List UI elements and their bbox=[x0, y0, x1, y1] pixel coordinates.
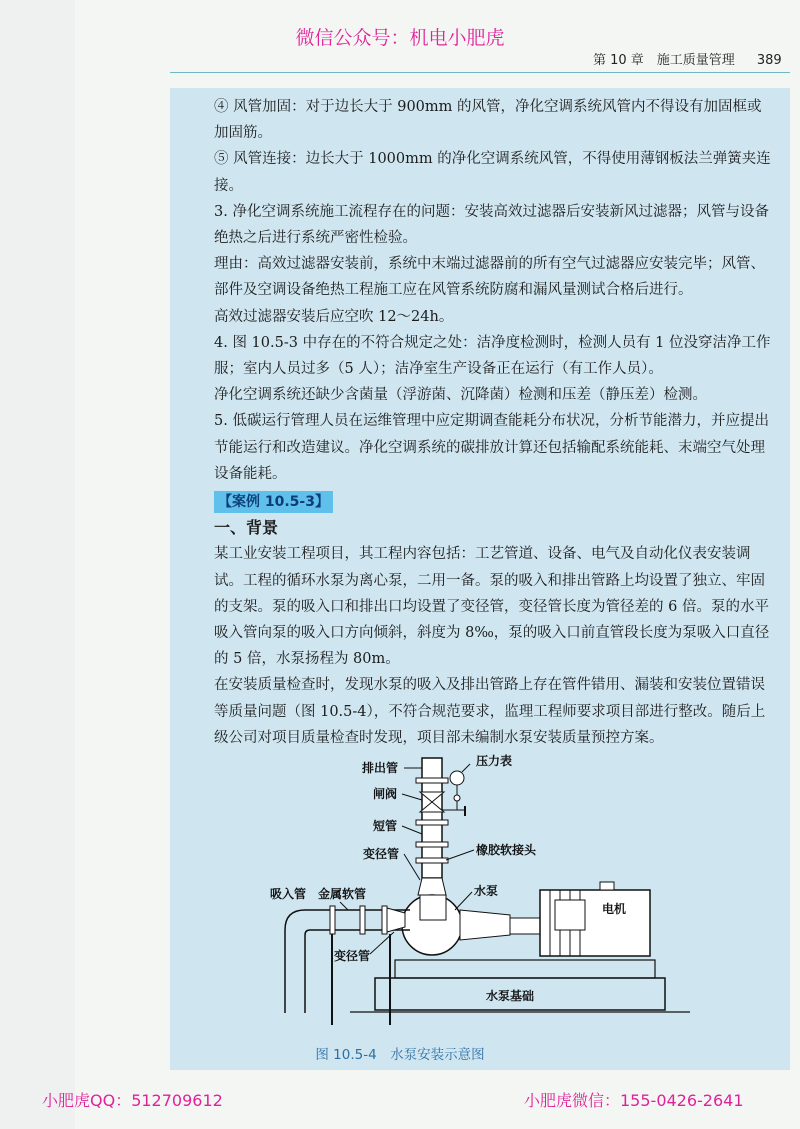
flange bbox=[416, 858, 448, 863]
page-number: 389 bbox=[756, 53, 782, 68]
label-suction-pipe: 吸入管 bbox=[270, 887, 307, 901]
watermark-top: 微信公众号：机电小肥虎 bbox=[295, 27, 505, 49]
coupling bbox=[510, 918, 540, 934]
label-metal-hose: 金属软管 bbox=[318, 887, 367, 901]
paragraph: ⑤ 风管连接：边长大于 1000mm 的净化空调系统风管，不得使用薄钢板法兰弹簧夹连接。 bbox=[214, 151, 771, 194]
paragraph: 高效过滤器安装后应空吹 12～24h。 bbox=[214, 308, 454, 325]
label-reducer-top: 变径管 bbox=[363, 847, 400, 861]
section-heading: 一、背景 bbox=[214, 518, 279, 538]
flange bbox=[382, 906, 387, 934]
footer-wechat: 小肥虎微信：155-0426-2641 bbox=[524, 1091, 744, 1110]
base-plate bbox=[395, 960, 655, 978]
pump-diagram bbox=[270, 750, 700, 1035]
flange bbox=[330, 906, 335, 934]
figure-caption: 图 10.5-4 水泵安装示意图 bbox=[315, 1047, 485, 1063]
paragraph: 5. 低碳运行管理人员在运维管理中应定期调查能耗分布状况，分析节能潜力，并应提出节能运行和改造建议。净化空调系统的碳排放计算还包括输配系统能耗、末端空气处理设备能耗。 bbox=[214, 413, 769, 482]
label-pressure-gauge: 压力表 bbox=[476, 754, 513, 768]
label-motor: 电机 bbox=[602, 902, 627, 916]
label-pump: 水泵 bbox=[474, 884, 499, 898]
flange bbox=[360, 906, 365, 934]
paragraph: ④ 风管加固：对于边长大于 900mm 的风管，净化空调系统风管内不得设有加固框或加固筋。 bbox=[214, 99, 762, 142]
suction-pipe-inner bbox=[305, 930, 410, 1013]
pump-bearing-housing bbox=[460, 910, 510, 940]
label-rubber-joint: 橡胶软接头 bbox=[476, 843, 537, 857]
paragraph: 理由：高效过滤器安装前，系统中末端过滤器前的所有空气过滤器应安装完毕；风管、部件及空调设备绝热工程施工应在风管系统防腐和漏风量测试合格后进行。 bbox=[214, 256, 765, 299]
paragraph: 4. 图 10.5-3 中存在的不符合规定之处：洁净度检测时，检测人员有 1 位没穿洁净工作服；室内人员过多（5 人）；洁净室生产设备正在运行（有工作人员）。 bbox=[214, 334, 771, 378]
page-binding-margin bbox=[0, 0, 75, 1129]
label-gate-valve: 闸阀 bbox=[373, 787, 398, 801]
paragraph: 净化空调系统还缺少含菌量（浮游菌、沉降菌）检测和压差（静压差）检测。 bbox=[214, 387, 707, 404]
label-reducer-bottom: 变径管 bbox=[334, 949, 371, 963]
paragraph: 在安装质量检查时，发现水泵的吸入及排出管路上存在管件错用、漏装和安装位置错误等质量问题（图 10.5-4），不符合规范要求，监理工程师要求项目部进行整改。随后上级公司对项目质量检查时发现，项目部未编制水泵安装质量预控方案。 bbox=[214, 677, 766, 746]
header-rule bbox=[170, 72, 790, 73]
flange bbox=[416, 778, 448, 783]
body-text bbox=[214, 94, 774, 751]
flange bbox=[416, 842, 448, 847]
label-discharge-pipe: 排出管 bbox=[362, 761, 399, 775]
paragraph: 3. 净化空调系统施工流程存在的问题：安装高效过滤器后安装新风过滤器；风管与设备绝热之后进行系统严密性检验。 bbox=[214, 203, 769, 247]
paragraph: 某工业安装工程项目，其工程内容包括：工艺管道、设备、电气及自动化仪表安装调试。工程的循环水泵为离心泵，二用一备。泵的吸入和排出管路上均设置了独立、牢固的支架。泵的吸入口和排出口均设置了变径管，变径管长度为管径差的 6 倍。泵的水平吸入管向泵的吸入口方向倾斜，斜度为 8‰，泵的吸入口前直管段长度为泵吸入口直径的 5 倍，水泵扬程为 80m。 bbox=[214, 546, 770, 668]
pump-installation-figure bbox=[270, 750, 700, 1035]
pressure-gauge-dial bbox=[450, 771, 464, 785]
reducer-shape bbox=[418, 878, 446, 895]
label-pump-foundation: 水泵基础 bbox=[486, 989, 535, 1003]
footer-qq: 小肥虎QQ：512709612 bbox=[42, 1091, 223, 1110]
flange bbox=[416, 820, 448, 825]
running-header bbox=[593, 49, 782, 68]
case-tag: 【案例 10.5-3】 bbox=[214, 491, 333, 513]
chapter-title: 第 10 章 施工质量管理 bbox=[593, 53, 735, 68]
label-short-pipe: 短管 bbox=[373, 819, 398, 833]
